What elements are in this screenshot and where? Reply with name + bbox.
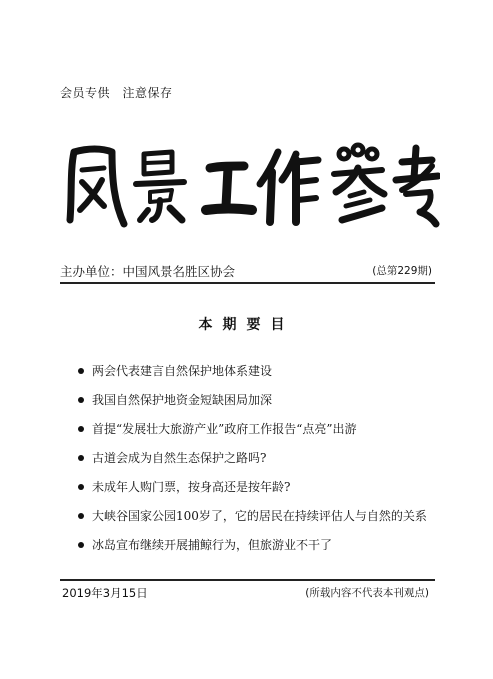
issue-date: 2019年3月15日: [62, 586, 148, 600]
bullet-icon: [78, 397, 84, 403]
contents-list: [78, 356, 427, 559]
contents-item: [78, 472, 427, 501]
contents-item: [78, 414, 427, 443]
masthead-glyph-feng: [70, 149, 124, 224]
bullet-icon: [78, 484, 84, 490]
bottom-divider: [60, 579, 435, 581]
member-notice: 会员专供 注意保存: [60, 86, 173, 100]
publisher-row: [60, 262, 440, 280]
contents-item-text: 首提“发展壮大旅游产业”政府工作报告“点亮”出游: [92, 422, 357, 436]
disclaimer: (所载内容不代表本刊观点): [305, 587, 429, 599]
contents-item-text: 冰岛宣布继续开展捕鲸行为，但旅游业不干了: [92, 538, 333, 552]
contents-item-text: 两会代表建言自然保护地体系建设: [92, 364, 273, 378]
issue-number: (总第229期): [372, 265, 432, 277]
masthead-glyph-jing: [136, 152, 184, 220]
contents-item: [78, 385, 427, 414]
bullet-icon: [78, 426, 84, 432]
contents-item-text: 大峡谷国家公园100岁了，它的居民在持续评估人与自然的关系: [92, 509, 427, 523]
contents-item: [78, 530, 427, 559]
masthead-glyph-kao: [396, 148, 438, 224]
masthead-glyph-gong: [206, 166, 252, 210]
masthead-calligraphy: [60, 140, 440, 228]
contents-item-text: 古道会成为自然生态保护之路吗?: [92, 451, 267, 465]
masthead-glyph-zuo: [260, 152, 318, 222]
top-divider: [60, 282, 435, 284]
bullet-icon: [78, 513, 84, 519]
masthead-glyph-can: [334, 145, 384, 220]
bullet-icon: [78, 542, 84, 548]
contents-item-text: 未成年人购门票，按身高还是按年龄?: [92, 480, 291, 494]
contents-item: [78, 443, 427, 472]
contents-title: 本期要目: [198, 317, 295, 333]
contents-item: [78, 501, 427, 530]
publisher-label: 主办单位：中国风景名胜区协会: [60, 264, 236, 279]
bullet-icon: [78, 368, 84, 374]
bullet-icon: [78, 455, 84, 461]
contents-item: [78, 356, 427, 385]
contents-item-text: 我国自然保护地资金短缺困局加深: [92, 393, 273, 407]
